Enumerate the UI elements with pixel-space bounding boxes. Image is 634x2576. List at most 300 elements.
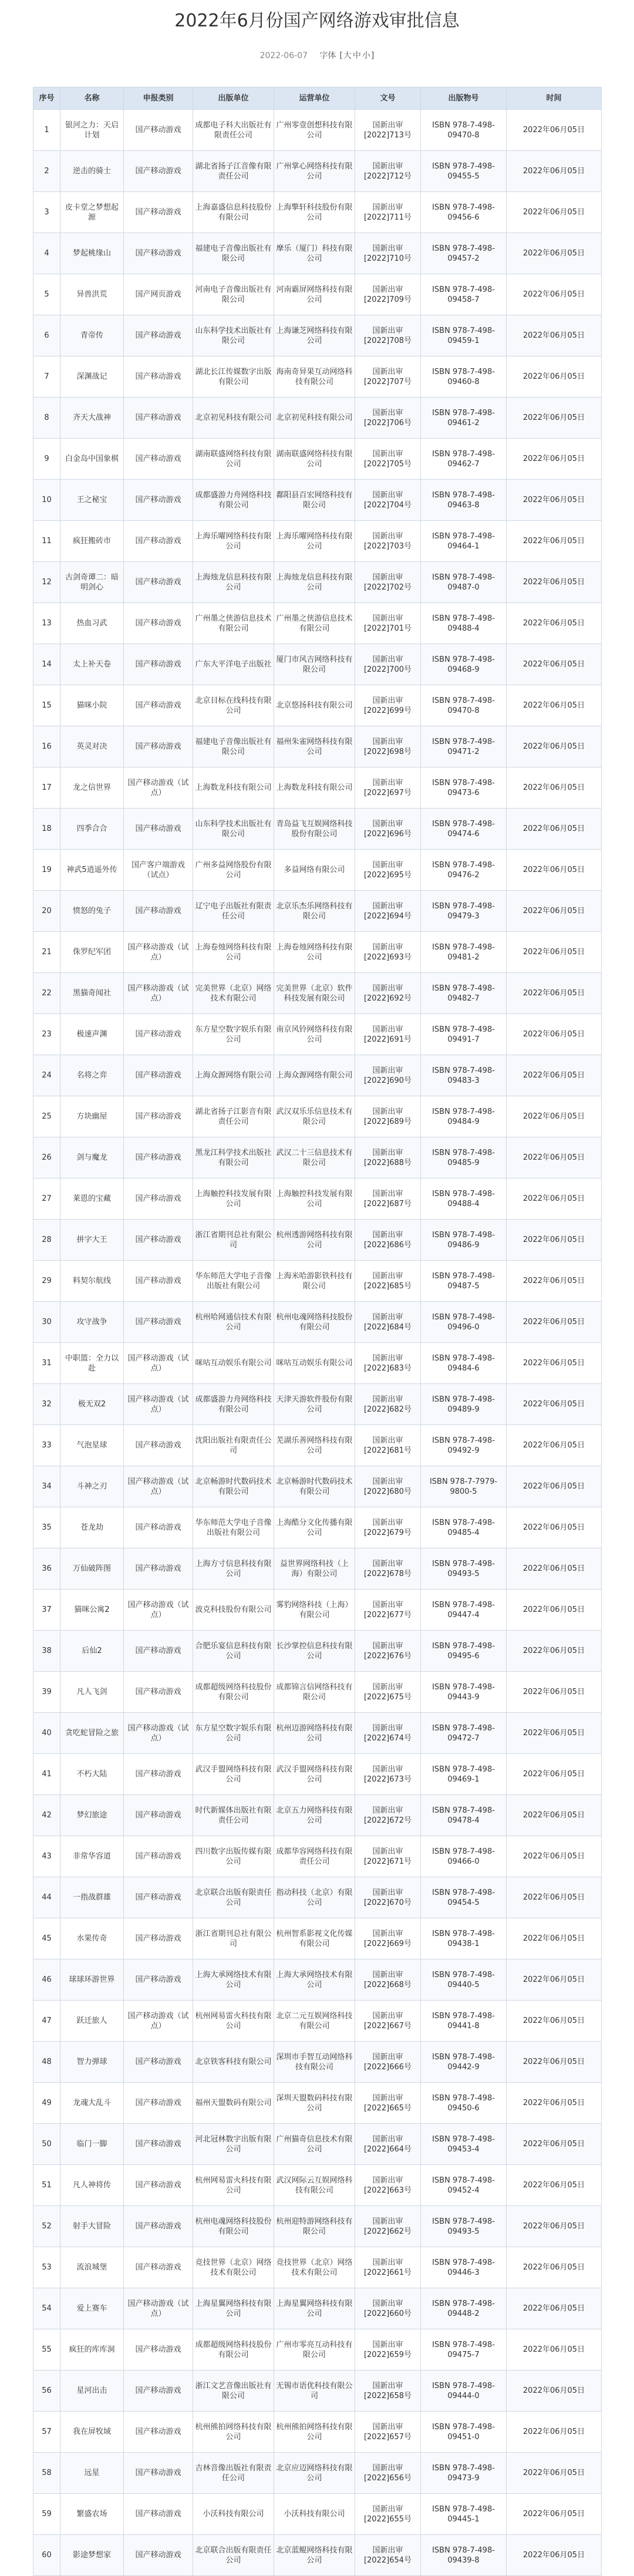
cell-index: 55	[33, 2329, 60, 2370]
cell-approval-number: 国新出审[2022]694号	[355, 891, 421, 932]
cell-publisher: 吉林音像出版社有限责任公司	[193, 2453, 274, 2494]
cell-publisher: 杭州哈网通信技术有限公司	[193, 1302, 274, 1343]
cell-isbn: ISBN 978-7-498-09488-4	[421, 603, 507, 644]
cell-approval-number: 国新出审[2022]667号	[355, 2001, 421, 2042]
cell-operator: 上海星翼网络科技有限公司	[274, 2288, 355, 2329]
cell-approval-number: 国新出审[2022]697号	[355, 767, 421, 809]
font-size-switcher	[319, 51, 374, 60]
cell-name: 黑猫奇闻社	[60, 973, 124, 1014]
cell-date: 2022年06月05日	[507, 2494, 602, 2535]
cell-operator: 青岛益飞互娱网络科技股份有限公司	[274, 809, 355, 850]
cell-publisher: 合肥乐宴信息科技有限公司	[193, 1631, 274, 1672]
cell-operator: 北京应迈网络科技有限公司	[274, 2453, 355, 2494]
cell-operator: 武汉网际云互娱网络科技有限公司	[274, 2165, 355, 2206]
cell-publisher: 成都盛游力舟网络科技有限公司	[193, 480, 274, 521]
cell-index: 50	[33, 2124, 60, 2165]
cell-isbn: ISBN 978-7-498-09496-0	[421, 1302, 507, 1343]
cell-isbn: ISBN 978-7-498-09482-7	[421, 973, 507, 1014]
cell-name: 古剑奇谭二：暗明剑心	[60, 562, 124, 603]
cell-category: 国产移动游戏	[124, 1548, 193, 1590]
cell-name: 青帝传	[60, 315, 124, 356]
cell-approval-number: 国新出审[2022]692号	[355, 973, 421, 1014]
cell-index: 40	[33, 1713, 60, 1754]
table-row	[33, 439, 602, 480]
cell-date: 2022年06月05日	[507, 1877, 602, 1918]
header-isbn: 出版物号	[421, 87, 507, 110]
cell-operator: 上海触控科技发展有限公司	[274, 1178, 355, 1220]
cell-isbn: ISBN 978-7-498-09493-5	[421, 1548, 507, 1590]
cell-date: 2022年06月05日	[507, 1918, 602, 1959]
cell-approval-number: 国新出审[2022]684号	[355, 1302, 421, 1343]
cell-approval-number: 国新出审[2022]662号	[355, 2206, 421, 2247]
cell-category: 国产移动游戏（试点）	[124, 2001, 193, 2042]
table-row	[33, 2042, 602, 2083]
cell-publisher: 广东大平洋电子出版社	[193, 644, 274, 685]
cell-isbn: ISBN 978-7-498-09451-0	[421, 2412, 507, 2453]
cell-approval-number: 国新出审[2022]698号	[355, 726, 421, 767]
header-date: 时间	[507, 87, 602, 110]
cell-publisher: 华东师范大学电子音像出版社有限公司	[193, 1261, 274, 1302]
cell-category: 国产移动游戏	[124, 2247, 193, 2288]
cell-publisher: 四川数字出版传媒有限公司	[193, 1836, 274, 1877]
cell-index: 56	[33, 2370, 60, 2412]
cell-date: 2022年06月05日	[507, 726, 602, 767]
cell-category: 国产移动游戏	[124, 1261, 193, 1302]
cell-category: 国产移动游戏	[124, 1754, 193, 1795]
cell-operator: 上海谦芝网络科技有限公司	[274, 315, 355, 356]
cell-approval-number: 国新出审[2022]695号	[355, 850, 421, 891]
cell-operator: 鄱阳县百宏网络科技有限公司	[274, 480, 355, 521]
cell-isbn: ISBN 978-7-498-09489-9	[421, 1384, 507, 1425]
cell-approval-number: 国新出审[2022]671号	[355, 1836, 421, 1877]
cell-isbn: ISBN 978-7-498-09483-3	[421, 1055, 507, 1096]
cell-isbn: ISBN 978-7-498-09442-9	[421, 2042, 507, 2083]
header-approval-number: 文号	[355, 87, 421, 110]
cell-isbn: ISBN 978-7-498-09472-7	[421, 1713, 507, 1754]
cell-isbn: ISBN 978-7-498-09484-6	[421, 1343, 507, 1384]
cell-date: 2022年06月05日	[507, 480, 602, 521]
cell-publisher: 成都超级网络科技股份有限公司	[193, 2329, 274, 2370]
table-row	[33, 809, 602, 850]
cell-approval-number: 国新出审[2022]704号	[355, 480, 421, 521]
cell-publisher: 湖北省扬子江音像有限责任公司	[193, 151, 274, 192]
cell-index: 60	[33, 2535, 60, 2576]
cell-publisher: 杭州电魂网络科技股份有限公司	[193, 2206, 274, 2247]
cell-category: 国产移动游戏	[124, 2124, 193, 2165]
cell-operator: 上海众源网络有限公司	[274, 1055, 355, 1096]
cell-approval-number: 国新出审[2022]654号	[355, 2535, 421, 2576]
cell-index: 19	[33, 850, 60, 891]
cell-approval-number: 国新出审[2022]685号	[355, 1261, 421, 1302]
table-row	[33, 1918, 602, 1959]
cell-publisher: 上海乐曜网络科技有限公司	[193, 521, 274, 562]
cell-publisher: 湖南联盛网络科技有限公司	[193, 439, 274, 480]
cell-date: 2022年06月05日	[507, 1631, 602, 1672]
cell-index: 58	[33, 2453, 60, 2494]
cell-approval-number: 国新出审[2022]700号	[355, 644, 421, 685]
cell-operator: 上海烛龙信息科技有限公司	[274, 562, 355, 603]
table-row	[33, 973, 602, 1014]
cell-index: 41	[33, 1754, 60, 1795]
table-row	[33, 1137, 602, 1178]
table-row	[33, 1178, 602, 1220]
table-row	[33, 233, 602, 274]
cell-approval-number: 国新出审[2022]703号	[355, 521, 421, 562]
table-row	[33, 356, 602, 398]
table-header-row	[33, 87, 602, 110]
cell-category: 国产移动游戏（试点）	[124, 1713, 193, 1754]
cell-date: 2022年06月05日	[507, 562, 602, 603]
cell-isbn: ISBN 978-7-498-09495-6	[421, 1631, 507, 1672]
cell-approval-number: 国新出审[2022]709号	[355, 274, 421, 315]
font-size-label: 字体	[319, 51, 336, 60]
cell-isbn: ISBN 978-7-498-09485-4	[421, 1507, 507, 1548]
cell-index: 49	[33, 2083, 60, 2124]
cell-isbn: ISBN 978-7-498-09445-1	[421, 2494, 507, 2535]
header-name: 名称	[60, 87, 124, 110]
cell-operator: 上海大承网络技术有限公司	[274, 1959, 355, 2001]
cell-approval-number: 国新出审[2022]660号	[355, 2288, 421, 2329]
cell-index: 30	[33, 1302, 60, 1343]
cell-approval-number: 国新出审[2022]656号	[355, 2453, 421, 2494]
cell-name: 料契尔航线	[60, 1261, 124, 1302]
cell-index: 2	[33, 151, 60, 192]
cell-name: 球球环游世界	[60, 1959, 124, 2001]
cell-index: 39	[33, 1672, 60, 1713]
cell-category: 国产移动游戏	[124, 1959, 193, 2001]
cell-operator: 深圳市手智互动网络科技有限公司	[274, 2042, 355, 2083]
cell-index: 12	[33, 562, 60, 603]
cell-date: 2022年06月05日	[507, 1096, 602, 1137]
cell-name: 爱上赛车	[60, 2288, 124, 2329]
cell-date: 2022年06月05日	[507, 1795, 602, 1836]
cell-operator: 上海擎轩科技股份有限公司	[274, 192, 355, 233]
cell-index: 27	[33, 1178, 60, 1220]
table-row	[33, 891, 602, 932]
cell-operator: 多益网络有限公司	[274, 850, 355, 891]
cell-date: 2022年06月05日	[507, 1754, 602, 1795]
cell-index: 59	[33, 2494, 60, 2535]
cell-operator: 北京乐杰乐网络科技有限公司	[274, 891, 355, 932]
cell-isbn: ISBN 978-7-498-09458-7	[421, 274, 507, 315]
cell-index: 45	[33, 1918, 60, 1959]
table-row	[33, 1836, 602, 1877]
cell-approval-number: 国新出审[2022]670号	[355, 1877, 421, 1918]
cell-publisher: 华东师范大学电子音像出版社有限公司	[193, 1507, 274, 1548]
cell-operator: 南京风铃网络科技有限公司	[274, 1014, 355, 1055]
table-row	[33, 2329, 602, 2370]
cell-date: 2022年06月05日	[507, 2288, 602, 2329]
cell-publisher: 杭州熊拍网络科技有限公司	[193, 2412, 274, 2453]
header-operator: 运营单位	[274, 87, 355, 110]
cell-approval-number: 国新出审[2022]696号	[355, 809, 421, 850]
cell-date: 2022年06月05日	[507, 767, 602, 809]
cell-name: 龙魂大乱斗	[60, 2083, 124, 2124]
cell-index: 17	[33, 767, 60, 809]
table-row	[33, 2083, 602, 2124]
cell-category: 国产移动游戏（试点）	[124, 1343, 193, 1384]
cell-index: 53	[33, 2247, 60, 2288]
cell-index: 43	[33, 1836, 60, 1877]
cell-index: 4	[33, 233, 60, 274]
cell-index: 38	[33, 1631, 60, 1672]
cell-name: 疯狂的库库洞	[60, 2329, 124, 2370]
cell-isbn: ISBN 978-7-498-09459-1	[421, 315, 507, 356]
article-meta	[0, 42, 634, 69]
cell-publisher: 山东科学技术出版社有限公司	[193, 315, 274, 356]
cell-publisher: 北京畅游时代数码技术有限公司	[193, 1466, 274, 1507]
cell-category: 国产移动游戏（试点）	[124, 1384, 193, 1425]
cell-index: 54	[33, 2288, 60, 2329]
cell-publisher: 浙江省期刊总社有限公司	[193, 1220, 274, 1261]
cell-category: 国产移动游戏	[124, 1302, 193, 1343]
cell-name: 极无双2	[60, 1384, 124, 1425]
cell-date: 2022年06月05日	[507, 1343, 602, 1384]
cell-publisher: 东方星空数字娱乐有限公司	[193, 1713, 274, 1754]
table-row	[33, 1754, 602, 1795]
cell-index: 51	[33, 2165, 60, 2206]
cell-index: 23	[33, 1014, 60, 1055]
cell-isbn: ISBN 978-7-498-09441-8	[421, 2001, 507, 2042]
cell-name: 皮卡堂之梦想起源	[60, 192, 124, 233]
table-row	[33, 1220, 602, 1261]
cell-name: 后仙2	[60, 1631, 124, 1672]
cell-date: 2022年06月05日	[507, 2083, 602, 2124]
table-row	[33, 2247, 602, 2288]
cell-date: 2022年06月05日	[507, 809, 602, 850]
cell-index: 7	[33, 356, 60, 398]
cell-category: 国产移动游戏	[124, 1137, 193, 1178]
font-size-medium-button[interactable]: 中	[352, 51, 361, 60]
cell-publisher: 波克科技股份有限公司	[193, 1590, 274, 1631]
cell-isbn: ISBN 978-7-498-09463-8	[421, 480, 507, 521]
cell-approval-number: 国新出审[2022]659号	[355, 2329, 421, 2370]
cell-operator: 摩乐（厦门）科技有限公司	[274, 233, 355, 274]
cell-category: 国产移动游戏	[124, 726, 193, 767]
cell-date: 2022年06月05日	[507, 192, 602, 233]
cell-operator: 杭州熊拍网络科技有限公司	[274, 2412, 355, 2453]
cell-index: 3	[33, 192, 60, 233]
cell-approval-number: 国新出审[2022]663号	[355, 2165, 421, 2206]
cell-isbn: ISBN 978-7-498-09484-9	[421, 1096, 507, 1137]
cell-category: 国产移动游戏	[124, 1877, 193, 1918]
cell-isbn: ISBN 978-7-498-09481-2	[421, 932, 507, 973]
table-row	[33, 1548, 602, 1590]
cell-operator: 上海数龙科技有限公司	[274, 767, 355, 809]
cell-name: 气泡星球	[60, 1425, 124, 1466]
cell-approval-number: 国新出审[2022]665号	[355, 2083, 421, 2124]
cell-isbn: ISBN 978-7-498-09487-0	[421, 562, 507, 603]
cell-date: 2022年06月05日	[507, 1014, 602, 1055]
cell-name: 临门一脚	[60, 2124, 124, 2165]
cell-approval-number: 国新出审[2022]690号	[355, 1055, 421, 1096]
cell-category: 国产移动游戏（试点）	[124, 1590, 193, 1631]
cell-publisher: 湖北省扬子江影音有限责任公司	[193, 1096, 274, 1137]
table-row	[33, 1959, 602, 2001]
cell-category: 国产移动游戏	[124, 891, 193, 932]
cell-name: 名将之弈	[60, 1055, 124, 1096]
cell-approval-number: 国新出审[2022]669号	[355, 1918, 421, 1959]
cell-approval-number: 国新出审[2022]710号	[355, 233, 421, 274]
cell-date: 2022年06月05日	[507, 850, 602, 891]
table-row	[33, 274, 602, 315]
cell-index: 44	[33, 1877, 60, 1918]
cell-approval-number: 国新出审[2022]677号	[355, 1590, 421, 1631]
cell-approval-number: 国新出审[2022]661号	[355, 2247, 421, 2288]
cell-operator: 竞技世界（北京）网络技术有限公司	[274, 2247, 355, 2288]
table-row	[33, 1261, 602, 1302]
cell-operator: 成都锦言信网络科技有限公司	[274, 1672, 355, 1713]
cell-index: 36	[33, 1548, 60, 1590]
cell-approval-number: 国新出审[2022]675号	[355, 1672, 421, 1713]
cell-publisher: 时代新媒体出版社有限责任公司	[193, 1795, 274, 1836]
cell-name: 愤怒的兔子	[60, 891, 124, 932]
cell-category: 国产移动游戏	[124, 2494, 193, 2535]
cell-publisher: 北京初见科技有限公司	[193, 398, 274, 439]
cell-index: 48	[33, 2042, 60, 2083]
table-row	[33, 1590, 602, 1631]
cell-operator: 芜湖乐善网络科技有限公司	[274, 1425, 355, 1466]
cell-category: 国产移动游戏	[124, 1507, 193, 1548]
cell-publisher: 浙江文艺音像出版社有限公司	[193, 2370, 274, 2412]
cell-approval-number: 国新出审[2022]672号	[355, 1795, 421, 1836]
cell-index: 57	[33, 2412, 60, 2453]
cell-category: 国产移动游戏	[124, 233, 193, 274]
cell-isbn: ISBN 978-7-498-09487-5	[421, 1261, 507, 1302]
cell-index: 52	[33, 2206, 60, 2247]
cell-operator: 上海米哈游影铁科技有限公司	[274, 1261, 355, 1302]
cell-name: 苍龙劫	[60, 1507, 124, 1548]
cell-category: 国产移动游戏	[124, 1220, 193, 1261]
cell-publisher: 上海方寸信息科技有限公司	[193, 1548, 274, 1590]
table-row	[33, 1713, 602, 1754]
cell-operator: 武汉手盟网络科技有限公司	[274, 1754, 355, 1795]
cell-operator: 北京二元互娱网络科技有限公司	[274, 2001, 355, 2042]
cell-isbn: ISBN 978-7-498-09454-5	[421, 1877, 507, 1918]
cell-name: 猫咪公寓2	[60, 1590, 124, 1631]
cell-category: 国产移动游戏	[124, 1055, 193, 1096]
cell-category: 国产移动游戏	[124, 2083, 193, 2124]
cell-name: 不朽大陆	[60, 1754, 124, 1795]
cell-name: 深渊战记	[60, 356, 124, 398]
cell-date: 2022年06月05日	[507, 603, 602, 644]
cell-isbn: ISBN 978-7-498-09456-6	[421, 192, 507, 233]
cell-index: 34	[33, 1466, 60, 1507]
table-body	[33, 110, 602, 2576]
cell-name: 侏罗纪军团	[60, 932, 124, 973]
cell-operator: 咪咕互动娱乐有限公司	[274, 1343, 355, 1384]
cell-isbn: ISBN 978-7-498-09486-9	[421, 1220, 507, 1261]
table-row	[33, 192, 602, 233]
cell-category: 国产移动游戏	[124, 1014, 193, 1055]
cell-date: 2022年06月05日	[507, 1466, 602, 1507]
cell-name: 齐天大战神	[60, 398, 124, 439]
font-size-large-button[interactable]: 大	[343, 51, 352, 60]
table-row	[33, 1507, 602, 1548]
cell-name: 凡人神将传	[60, 2165, 124, 2206]
cell-publisher: 北京目标在线科技有限公司	[193, 685, 274, 726]
cell-approval-number: 国新出审[2022]702号	[355, 562, 421, 603]
cell-approval-number: 国新出审[2022]664号	[355, 2124, 421, 2165]
cell-name: 四季合合	[60, 809, 124, 850]
page-title: 2022年6月份国产网络游戏审批信息	[174, 11, 460, 31]
cell-approval-number: 国新出审[2022]657号	[355, 2412, 421, 2453]
cell-index: 37	[33, 1590, 60, 1631]
cell-isbn: ISBN 978-7-498-09440-5	[421, 1959, 507, 2001]
cell-category: 国产移动游戏	[124, 2329, 193, 2370]
table-row	[33, 2001, 602, 2042]
cell-category: 国产移动游戏	[124, 603, 193, 644]
cell-category: 国产移动游戏	[124, 1096, 193, 1137]
cell-operator: 完美世界（北京）软件科技发展有限公司	[274, 973, 355, 1014]
cell-approval-number: 国新出审[2022]687号	[355, 1178, 421, 1220]
table-row	[33, 1466, 602, 1507]
table-row	[33, 2206, 602, 2247]
cell-index: 32	[33, 1384, 60, 1425]
cell-name: 太上补天卷	[60, 644, 124, 685]
cell-date: 2022年06月05日	[507, 2247, 602, 2288]
cell-isbn: ISBN 978-7-498-09479-3	[421, 891, 507, 932]
cell-name: 神武5逍遥外传	[60, 850, 124, 891]
cell-index: 16	[33, 726, 60, 767]
cell-isbn: ISBN 978-7-498-09469-1	[421, 1754, 507, 1795]
cell-operator: 杭州迎特游网络科技有限公司	[274, 2206, 355, 2247]
cell-isbn: ISBN 978-7-498-09474-6	[421, 809, 507, 850]
cell-category: 国产移动游戏	[124, 315, 193, 356]
cell-date: 2022年06月05日	[507, 1384, 602, 1425]
cell-operator: 广州市零亮互动科技有限公司	[274, 2329, 355, 2370]
cell-isbn: ISBN 978-7-498-09460-8	[421, 356, 507, 398]
cell-date: 2022年06月05日	[507, 1261, 602, 1302]
cell-operator: 益世界网络科技（上海）有限公司	[274, 1548, 355, 1590]
cell-index: 11	[33, 521, 60, 562]
cell-date: 2022年06月05日	[507, 2206, 602, 2247]
cell-name: 猫咪小院	[60, 685, 124, 726]
publish-date: 2022-06-07	[259, 51, 308, 60]
cell-publisher: 东方星空数字娱乐有限公司	[193, 1014, 274, 1055]
cell-operator: 无锡市语优科技有限公司	[274, 2370, 355, 2412]
table-row	[33, 932, 602, 973]
table-row	[33, 726, 602, 767]
table-row	[33, 1055, 602, 1096]
cell-isbn: ISBN 978-7-498-09455-5	[421, 151, 507, 192]
cell-name: 梦幻旅途	[60, 1795, 124, 1836]
cell-name: 拼字大王	[60, 1220, 124, 1261]
cell-index: 18	[33, 809, 60, 850]
cell-category: 国产移动游戏	[124, 521, 193, 562]
cell-date: 2022年06月05日	[507, 1548, 602, 1590]
cell-category: 国产移动游戏	[124, 1795, 193, 1836]
cell-isbn: ISBN 978-7-498-09470-8	[421, 685, 507, 726]
cell-approval-number: 国新出审[2022]674号	[355, 1713, 421, 1754]
cell-index: 15	[33, 685, 60, 726]
cell-category: 国产移动游戏	[124, 809, 193, 850]
cell-approval-number: 国新出审[2022]693号	[355, 932, 421, 973]
cell-publisher: 黑龙江科学技术出版社有限公司	[193, 1137, 274, 1178]
cell-approval-number: 国新出审[2022]678号	[355, 1548, 421, 1590]
cell-date: 2022年06月05日	[507, 1055, 602, 1096]
cell-publisher: 福州天盟数码有限公司	[193, 2083, 274, 2124]
cell-date: 2022年06月05日	[507, 2370, 602, 2412]
cell-date: 2022年06月05日	[507, 1713, 602, 1754]
cell-name: 王之秘宝	[60, 480, 124, 521]
cell-name: 英灵对决	[60, 726, 124, 767]
cell-name: 远星	[60, 2453, 124, 2494]
cell-index: 22	[33, 973, 60, 1014]
header-publisher: 出版单位	[193, 87, 274, 110]
font-size-small-button[interactable]: 小	[362, 51, 370, 60]
table-row	[33, 1302, 602, 1343]
